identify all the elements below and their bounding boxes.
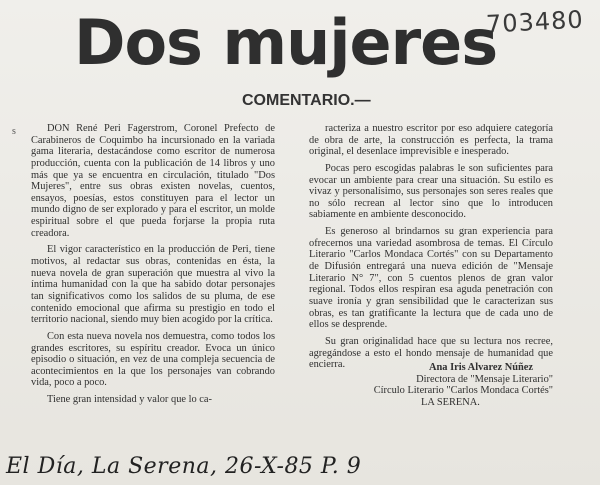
paragraph: DON René Peri Fagerstrom, Coronel Prefecto de Carabineros de Coquimbo ha incursionado en la variada gama literaria, destacándose como escritor de numerosa producción, cuenta con la publicación de 14 libros y uno más que ya se encuentra en circulación, titulado "Dos Mujeres", entre sus obras existen novelas, cuentos, ensayos, poesías, estos constituyen para el lector un mundo digno de ser explorado y para el escritor, un molde espiritual sobre el que pueda forjarse la propia ruta creadora. [31, 123, 275, 239]
paragraph: racteriza a nuestro escritor por eso adquiere categoría de obra de arte, la construcción es perfecta, la trama original, el desenlace imprevisible e inesperado. [309, 123, 553, 158]
handwritten-source-note: El Día, La Serena, 26-X-85 P. 9 [6, 454, 362, 479]
signature-block [309, 362, 553, 409]
archive-stamp: 703480 [485, 5, 585, 39]
right-column [309, 123, 553, 376]
paragraph: Tiene gran intensidad y valor que lo ca- [47, 394, 212, 406]
paragraph: Es generoso al brindarnos su gran experiencia para ofrecernos una variedad asombrosa de temas. El Círculo Literario "Carlos Mondaca Cortés" con su Departamento de Difusión entregará una nueva edición de "Mensaje Literario N° 7", con 5 cuentos plenos de gran valor regional. Todos ellos respiran esa aguda penetración con suave ironía y gran sensibilidad que le caracterizan sus obras, es tan gratificante la lectura que de cada uno de ellos se desprende. [309, 226, 553, 331]
author-organization: Círculo Literario "Carlos Mondaca Cortés" [373, 385, 553, 397]
author-city: LA SERENA. [421, 396, 480, 408]
author-title: Directora de "Mensaje Literario" [416, 373, 553, 385]
author-name: Ana Iris Alvarez Núñez [429, 362, 533, 373]
paragraph: Su gran originalidad hace que su lectura nos recree, agregándose a esto el hondo mensaje de humanidad que encierra. [309, 335, 553, 371]
paragraph: El vigor característico en la producción de Peri, tiene motivos, al redactar sus obras, contenidas en ésta, la nueva novela de gran superación que muestra al vivo la íntima humanidad con la que ha sabido dotar personajes tan significativos como los salidos de su pluma, de ese contenido emocional que afirma su prestigio en todo el territorio nacional, siendo muy bien acogido por la crítica. [31, 244, 275, 326]
paragraph: Con esta nueva novela nos demuestra, como todos los grandes escritores, su espíritu creador. Evoca un único episodio o situación, en vez de una compleja secuencia de acontecimientos en la que los personajes van cobrando vida, poco a poco. [31, 330, 275, 389]
margin-mark: s [12, 126, 16, 137]
article-title: Dos mujeres [74, 6, 498, 79]
left-column [31, 123, 275, 411]
article-subtitle: COMENTARIO.— [242, 92, 371, 109]
paragraph: Pocas pero escogidas palabras le son suficientes para evocar un ambiente para crear una situación. Su estilo es vivaz y personalísimo, sus personajes son seres reales que no sólo recrean al lector sino que lo introducen sabiamente en ambiente desconocido. [309, 162, 553, 221]
